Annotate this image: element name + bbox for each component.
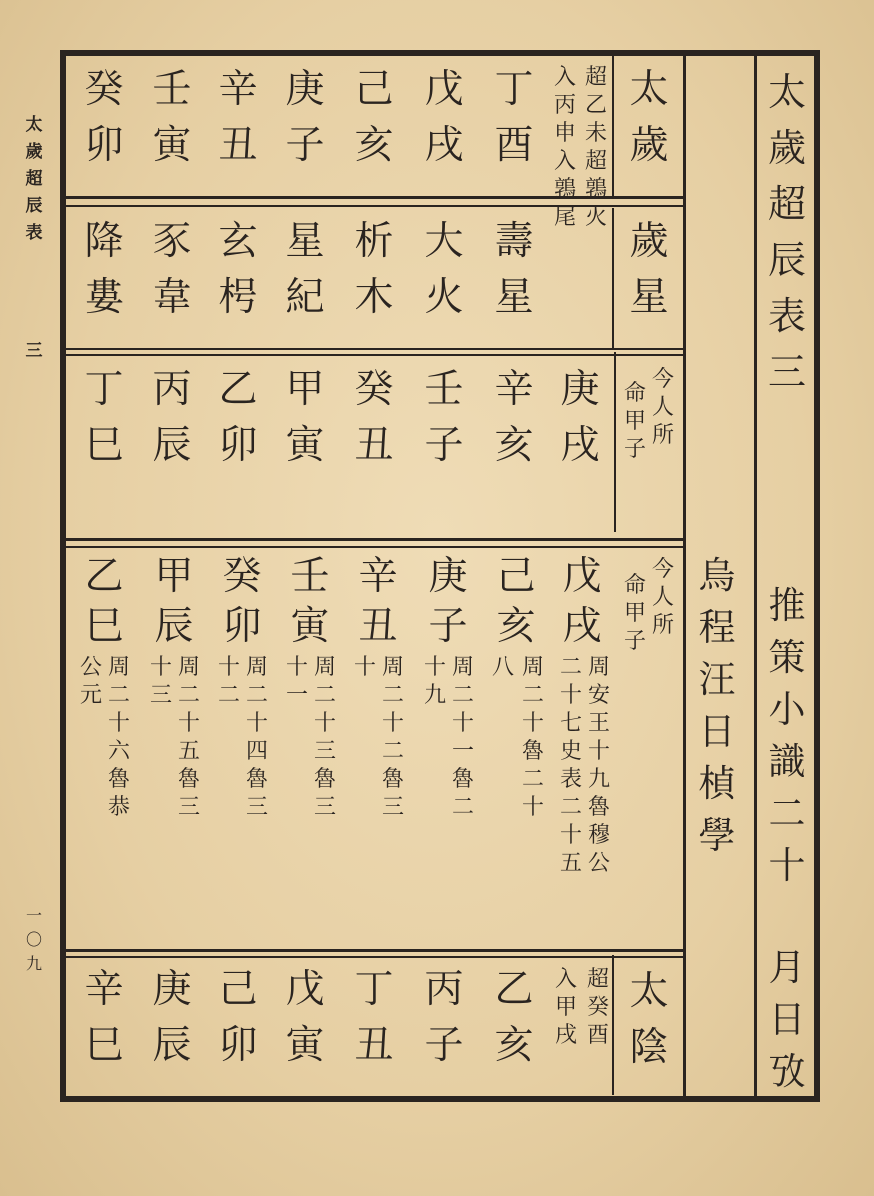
header-taisui: 太 歲 — [629, 67, 669, 168]
cell-suixing: 降 婁 — [84, 219, 124, 320]
author-name: 烏 程 汪 日 楨 學 — [698, 554, 736, 857]
chao-note-b: 入 丙 申 入 鶉 尾 — [553, 65, 576, 230]
cell-note: 公 元 — [79, 655, 102, 708]
cell-jinren-ganzhi: 甲 寅 — [285, 367, 325, 468]
cell-divider — [612, 955, 614, 1095]
cell-ganzhi-noted: 己 亥 — [496, 554, 536, 649]
row-divider — [66, 949, 683, 952]
cell-suixing: 大 火 — [424, 219, 464, 320]
table-title: 太 歲 超 辰 表 三 — [767, 70, 806, 394]
cell-taiyin: 乙 亥 — [494, 967, 534, 1068]
margin-juan-number: 三 — [25, 341, 43, 361]
cell-note: 十 二 — [217, 655, 240, 708]
cell-divider — [614, 352, 616, 532]
cell-note: 十 九 — [423, 655, 446, 708]
cell-jinren-ganzhi: 壬 子 — [424, 367, 464, 468]
cell-ganzhi-noted: 庚 子 — [428, 554, 468, 649]
cell-ganzhi-noted: 戊 戌 — [562, 554, 602, 649]
cell-jinren-ganzhi: 癸 丑 — [354, 367, 394, 468]
header-suixing: 歲 星 — [629, 219, 669, 320]
cell-suixing: 玄 枵 — [218, 219, 258, 320]
jinren-note-b: 命 甲 子 — [623, 573, 646, 654]
chao-note-a: 超 乙 未 超 鶉 火 — [584, 65, 607, 230]
cell-ganzhi-noted: 壬 寅 — [290, 554, 330, 649]
header-taiyin: 太 陰 — [629, 969, 669, 1070]
row-divider — [66, 538, 683, 541]
cell-note: 八 — [491, 655, 514, 680]
jinren-note-a: 今 人 所 — [651, 367, 674, 448]
jinren-note-b: 命 甲 子 — [623, 381, 646, 462]
cell-jinren-ganzhi: 丁 巳 — [84, 367, 124, 468]
author-line-tail: 月 日 攷 — [768, 946, 806, 1093]
cell-note: 十 三 — [149, 655, 172, 708]
author-line: 推 策 小 識 二 十 — [768, 584, 806, 887]
cell-note: 周 二 十 一 魯 二 — [451, 655, 474, 820]
row-divider — [66, 956, 683, 958]
cell-divider — [612, 56, 614, 196]
cell-jinren-ganzhi: 辛 亥 — [494, 367, 534, 468]
margin-page-number: 一 〇 九 — [25, 906, 42, 973]
cell-jinren-ganzhi: 庚 戌 — [560, 367, 600, 468]
margin-title: 太 歲 超 辰 表 — [25, 115, 43, 243]
cell-jinren-ganzhi: 丙 辰 — [152, 367, 192, 468]
cell-taiyin: 丁 丑 — [354, 967, 394, 1068]
cell-note: 周 二 十 六 魯 恭 — [107, 655, 130, 820]
cell-note: 十 — [353, 655, 376, 680]
cell-taiyin: 丙 子 — [424, 967, 464, 1068]
cell-note: 周 二 十 五 魯 三 — [177, 655, 200, 820]
cell-taisui: 癸 卯 — [84, 67, 124, 168]
cell-taisui: 己 亥 — [354, 67, 394, 168]
cell-note: 周 二 十 三 魯 三 — [313, 655, 336, 820]
cell-jinren-ganzhi: 乙 卯 — [218, 367, 258, 468]
cell-note: 周 二 十 四 魯 三 — [245, 655, 268, 820]
cell-ganzhi-noted: 甲 辰 — [154, 554, 194, 649]
cell-ganzhi-noted: 辛 丑 — [358, 554, 398, 649]
cell-suixing: 豕 韋 — [152, 219, 192, 320]
title-divider — [754, 56, 757, 1096]
cell-note: 十 一 — [285, 655, 308, 708]
cell-ganzhi-noted: 癸 卯 — [222, 554, 262, 649]
cell-note: 周 安 王 十 九 魯 穆 公 — [587, 655, 610, 876]
cell-note: 周 二 十 二 魯 三 — [381, 655, 404, 820]
cell-ganzhi-noted: 乙 巳 — [84, 554, 124, 649]
cell-taisui: 庚 子 — [285, 67, 325, 168]
row-divider — [66, 354, 683, 356]
cell-suixing: 壽 星 — [494, 219, 534, 320]
cell-note: 周 二 十 魯 二 十 — [521, 655, 544, 820]
cell-taisui: 辛 丑 — [218, 67, 258, 168]
cell-taiyin: 己 卯 — [218, 967, 258, 1068]
jinren-note-a: 今 人 所 — [651, 557, 674, 638]
row-divider — [66, 546, 683, 548]
cell-taiyin: 辛 巳 — [84, 967, 124, 1068]
row-divider — [66, 348, 683, 350]
cell-suixing: 星 紀 — [285, 219, 325, 320]
cell-taisui: 戊 戌 — [424, 67, 464, 168]
cell-suixing: 析 木 — [354, 219, 394, 320]
cell-taiyin: 庚 辰 — [152, 967, 192, 1068]
cell-taisui: 丁 酉 — [494, 67, 534, 168]
cell-taiyin: 戊 寅 — [285, 967, 325, 1068]
chao-note-b: 入 甲 戌 — [554, 967, 577, 1048]
chao-note-a: 超 癸 酉 — [586, 967, 609, 1048]
cell-divider — [612, 208, 614, 348]
author-divider — [683, 56, 686, 1096]
cell-taisui: 壬 寅 — [152, 67, 192, 168]
cell-note: 二 十 七 史 表 二 十 五 — [559, 655, 582, 876]
